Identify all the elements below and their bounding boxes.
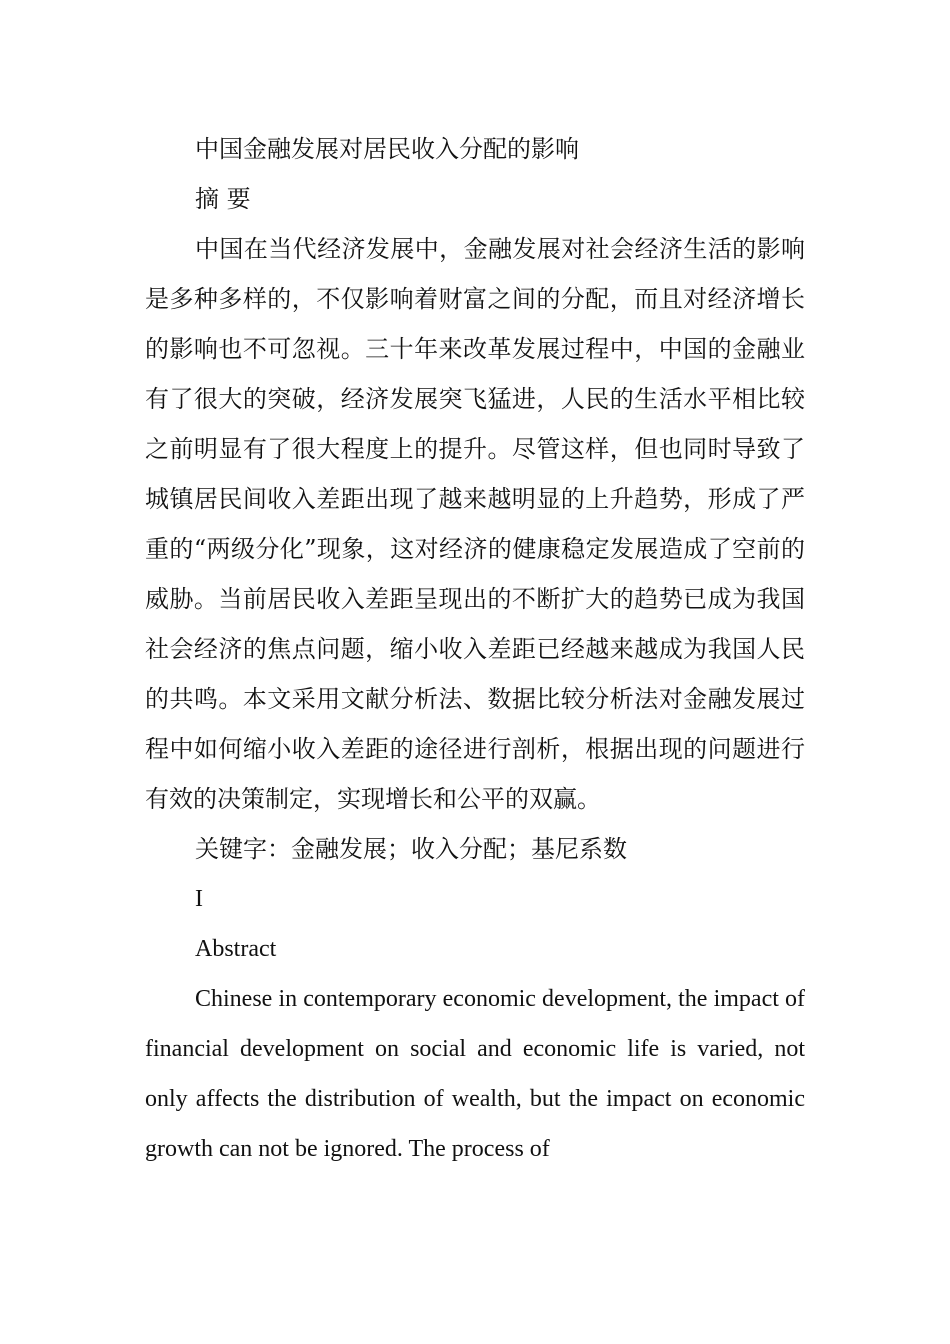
page-marker: I xyxy=(195,886,203,912)
abstract-paragraph-en: Chinese in contemporary economic development, the impact of financial development on social and economic life is varied, not only affects the distribution of wealth, but the impact on economic growth can not be ignored. The process of xyxy=(145,986,805,1162)
abstract-paragraph-cn: 中国在当代经济发展中，金融发展对社会经济生活的影响是多种多样的，不仅影响着财富之间的分配，而且对经济增长的影响也不可忽视。三十年来改革发展过程中，中国的金融业有了很大的突破，经济发展突飞猛进，人民的生活水平相比较之前明显有了很大程度上的提升。尽管这样，但也同时导致了城镇居民间收入差距出现了越来越明显的上升趋势，形成了严重的“两级分化”现象，这对经济的健康稳定发展造成了空前的威胁。当前居民收入差距呈现出的不断扩大的趋势已成为我国社会经济的焦点问题，缩小收入差距已经越来越成为我国人民的共鸣。本文采用文献分析法、数据比较分析法对金融发展过程中如何缩小收入差距的途径进行剖析，根据出现的问题进行有效的决策制定，实现增长和公平的双赢。 xyxy=(145,235,805,813)
abstract-heading-cn: 摘 要 xyxy=(195,185,251,213)
abstract-heading-en: Abstract xyxy=(195,936,277,962)
keywords-line: 关键字：金融发展；收入分配；基尼系数 xyxy=(195,835,627,863)
document-title: 中国金融发展对居民收入分配的影响 xyxy=(195,135,579,163)
document-body xyxy=(145,124,805,1174)
